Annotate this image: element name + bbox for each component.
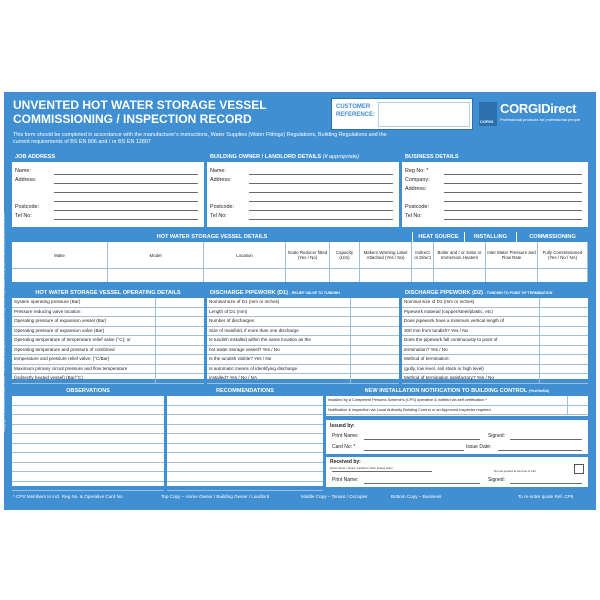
d2-title: DISCHARGE PIPEWORK (D2) - TUNDISH TO POINT OF TERMINATION xyxy=(402,288,588,298)
address-field-line[interactable] xyxy=(54,192,198,193)
commissioning-title: COMMISSIONING xyxy=(516,232,588,242)
detail-row xyxy=(402,346,588,356)
notification-title: NEW INSTALLATION NOTIFICATION TO BUILDING CONTROL (Yes/No/NA) xyxy=(326,386,588,396)
detail-row xyxy=(12,298,204,308)
address-field-row[interactable] xyxy=(12,176,204,185)
detail-row-answer[interactable] xyxy=(539,308,588,317)
issued-signed-field[interactable] xyxy=(510,439,582,440)
detail-row-answer[interactable] xyxy=(539,336,588,345)
detail-row-label: (indirectly heated vessel) (Bar/°C) xyxy=(14,375,83,380)
detail-row-answer[interactable] xyxy=(350,355,399,364)
address-field-row[interactable] xyxy=(402,194,588,203)
detail-row xyxy=(207,374,399,384)
copyright-sidebar: Copyright © CORGIDirect June 2016 · The format and layout of this document may not be reproduced in any manner without prior written consent xyxy=(2,213,6,432)
recommendations-panel xyxy=(167,386,323,486)
address-field-row[interactable] xyxy=(207,194,399,203)
corgi-badge-icon: CORGI xyxy=(479,102,497,126)
detail-row-answer[interactable] xyxy=(155,308,204,317)
detail-row-label: Operating temperature of temperature relief valve (°C); or xyxy=(14,337,131,342)
vessel-details-panel xyxy=(12,232,588,282)
notification-panel xyxy=(326,386,588,416)
middle-copy: Middle Copy – Tenant / Occupier xyxy=(301,494,368,499)
address-field-row[interactable] xyxy=(207,212,399,221)
reorder-ref: To re-order quote Ref. CP8 xyxy=(518,494,574,499)
operating-panel xyxy=(12,288,204,379)
detail-row-label: Does pipework have a minimum vertical length of xyxy=(404,318,505,323)
notification-row xyxy=(326,406,588,416)
d1-panel xyxy=(207,288,399,379)
detail-row-label: Is automatic means of identifying discharge xyxy=(209,365,298,371)
top-copy: Top Copy – Home Owner / Building Owner / Landlord xyxy=(161,494,270,499)
address-field-line[interactable] xyxy=(249,192,393,193)
detail-row xyxy=(207,336,399,346)
detail-row-label: (gully, low level, soil stack or high level) xyxy=(404,365,484,371)
detail-row-answer[interactable] xyxy=(539,327,588,336)
detail-row-label: Pipework material (copper/steel/plastic, etc) xyxy=(404,308,493,314)
notification-answer[interactable] xyxy=(567,406,588,415)
address-field-label: Reg No: * xyxy=(405,168,429,174)
address-field-line[interactable] xyxy=(249,183,393,184)
detail-row-label: System operating pressure (Bar) xyxy=(14,299,81,304)
business-panel xyxy=(402,152,588,227)
writing-line[interactable] xyxy=(12,425,164,435)
vessel-entry-cell[interactable] xyxy=(330,268,360,282)
vessel-entry-cell[interactable] xyxy=(286,268,330,282)
detail-row-label: hot water storage vessel? Yes / No xyxy=(209,346,280,352)
received-role-note: Home Owner / Tenant / Landlord / Other (please state) xyxy=(330,467,393,470)
address-field-row[interactable] xyxy=(12,167,204,176)
address-field-line[interactable] xyxy=(444,210,582,211)
writing-line[interactable] xyxy=(167,482,323,492)
detail-row-label: Size of manifold, if more than one discharge xyxy=(209,327,299,333)
received-by-panel xyxy=(326,457,588,487)
writing-line[interactable] xyxy=(12,415,164,425)
vessel-entry-cell[interactable] xyxy=(360,268,412,282)
received-signed-field[interactable] xyxy=(510,483,582,484)
detail-row xyxy=(207,317,399,327)
detail-row-label: Nominal size of D1 (mm or inches) xyxy=(209,299,280,304)
d1-title: DISCHARGE PIPEWORK (D1) - RELIEF VALVE TO TUNDISH xyxy=(207,288,399,298)
address-field-row[interactable] xyxy=(402,185,588,194)
detail-row-answer[interactable] xyxy=(350,365,399,374)
address-field-row[interactable] xyxy=(207,167,399,176)
address-field-row[interactable] xyxy=(12,203,204,212)
address-field-label: Postcode: xyxy=(210,204,234,210)
address-field-label: Address: xyxy=(405,186,427,192)
vessel-entry-cell[interactable] xyxy=(108,268,204,282)
d2-panel xyxy=(402,288,588,379)
detail-row-answer[interactable] xyxy=(155,365,204,374)
address-field-label: Tel No: xyxy=(405,213,422,219)
writing-line[interactable] xyxy=(167,406,323,416)
detail-row xyxy=(12,355,204,365)
address-field-line[interactable] xyxy=(249,174,393,175)
notification-row-label: Installed by a Competent Persons Scheme's (CPS) operative & notified via self certification * xyxy=(328,397,488,402)
detail-row-answer[interactable] xyxy=(539,355,588,364)
owner-panel xyxy=(207,152,399,227)
customer-reference-field[interactable] xyxy=(378,102,470,127)
address-field-label: Name: xyxy=(15,168,31,174)
detail-row-label: Number of discharges xyxy=(209,318,254,323)
detail-row-answer[interactable] xyxy=(539,365,588,374)
writing-line[interactable] xyxy=(12,482,164,492)
vessel-entry-cell[interactable] xyxy=(486,268,538,282)
detail-row-answer[interactable] xyxy=(350,374,399,383)
address-field-line[interactable] xyxy=(54,201,198,202)
business-title: BUSINESS DETAILS xyxy=(402,152,588,162)
received-signed-label: Signed: xyxy=(488,477,505,483)
vessel-column-header: Make xyxy=(12,242,108,268)
operating-title: HOT WATER STORAGE VESSEL OPERATING DETAILS xyxy=(12,288,204,298)
vessel-column-header: Boiler and / or Solar or Immersion Heaters xyxy=(434,242,486,268)
address-field-line[interactable] xyxy=(444,183,582,184)
no-one-present-label: No one present at the time of visit xyxy=(494,469,536,473)
detail-row-answer[interactable] xyxy=(155,298,204,307)
detail-row xyxy=(402,298,588,308)
detail-row xyxy=(207,346,399,356)
detail-row-answer[interactable] xyxy=(350,327,399,336)
address-field-row[interactable] xyxy=(207,185,399,194)
address-field-row[interactable] xyxy=(402,176,588,185)
address-field-row[interactable] xyxy=(12,194,204,203)
address-field-line[interactable] xyxy=(444,192,582,193)
detail-row xyxy=(12,374,204,384)
detail-row-label: Is the tundish visible? Yes / No xyxy=(209,356,272,361)
address-field-row[interactable] xyxy=(402,203,588,212)
detail-row-answer[interactable] xyxy=(155,355,204,364)
detail-row-label: temperature and pressure relief valve: (°C/Bar) xyxy=(14,356,110,361)
writing-line[interactable] xyxy=(167,425,323,435)
detail-row-label: Is tundish installed within the same location as the xyxy=(209,337,311,342)
address-field-label: Name: xyxy=(210,168,226,174)
writing-line[interactable] xyxy=(12,453,164,463)
vessel-column-header: Inlet Water Pressure and Flow Rate xyxy=(486,242,538,268)
writing-line[interactable] xyxy=(167,434,323,444)
received-print-name-label: Print Name: xyxy=(332,477,359,483)
vessel-column-header: Location xyxy=(204,242,286,268)
detail-row xyxy=(12,308,204,318)
detail-row-label: Method of termination satisfactory? Yes / No xyxy=(404,375,494,380)
vessel-column-header: Scale Reducer fitted (Yes / No) xyxy=(286,242,330,268)
job-address-title: JOB ADDRESS xyxy=(12,152,204,162)
detail-row xyxy=(12,336,204,346)
customer-reference-label: CUSTOMER REFERENCE: xyxy=(336,104,376,118)
detail-row xyxy=(402,336,588,346)
address-field-label: Postcode: xyxy=(405,204,429,210)
notification-answer[interactable] xyxy=(567,396,588,405)
vessel-column-header: Capacity (Ltrs) xyxy=(330,242,360,268)
address-field-label: Postcode: xyxy=(15,204,39,210)
address-field-line[interactable] xyxy=(54,210,198,211)
received-by-title: Received by: xyxy=(330,459,361,465)
address-field-label: Company: xyxy=(405,177,430,183)
address-field-line[interactable] xyxy=(444,174,582,175)
form-sheet xyxy=(4,92,596,510)
writing-line[interactable] xyxy=(12,472,164,482)
detail-row xyxy=(402,365,588,375)
address-field-row[interactable] xyxy=(402,167,588,176)
writing-line[interactable] xyxy=(12,396,164,406)
detail-row xyxy=(207,308,399,318)
detail-row xyxy=(12,327,204,337)
detail-row-answer[interactable] xyxy=(155,317,204,326)
detail-row xyxy=(207,327,399,337)
job-address-panel xyxy=(12,152,204,227)
address-field-label: Tel No: xyxy=(15,213,32,219)
detail-row-answer[interactable] xyxy=(155,336,204,345)
detail-row xyxy=(207,365,399,375)
observations-panel xyxy=(12,386,164,486)
intro-text: This form should be completed in accordance with the manufacturer's instructions, Water Supplies (Water Fittings) Regulations, Building Regulations and the current requirements of BS EN 806 and / or BS EN 12897 xyxy=(13,132,387,145)
owner-title: BUILDING OWNER / LANDLORD DETAILS (if appropriate) xyxy=(207,152,399,162)
vessel-entry-cell[interactable] xyxy=(538,268,588,282)
address-field-line[interactable] xyxy=(249,219,393,220)
detail-row-label: Nominal size of D2 (mm or inches) xyxy=(404,299,475,304)
detail-row-label: termination? Yes / No xyxy=(404,346,448,352)
vessel-entry-cell[interactable] xyxy=(12,268,108,282)
detail-row xyxy=(402,355,588,365)
address-field-row[interactable] xyxy=(207,176,399,185)
recommendations-title: RECOMMENDATIONS xyxy=(167,386,323,396)
address-field-row[interactable] xyxy=(12,185,204,194)
address-field-row[interactable] xyxy=(207,203,399,212)
vessel-entry-cell[interactable] xyxy=(204,268,286,282)
detail-row-label: Pressure reducing valve location xyxy=(14,308,81,314)
writing-line[interactable] xyxy=(167,472,323,482)
issued-by-title: Issued by: xyxy=(330,423,355,429)
writing-line[interactable] xyxy=(12,463,164,473)
address-field-row[interactable] xyxy=(402,212,588,221)
detail-row-answer[interactable] xyxy=(539,317,588,326)
vessel-entry-cell[interactable] xyxy=(434,268,486,282)
detail-row xyxy=(207,298,399,308)
address-field-line[interactable] xyxy=(249,210,393,211)
detail-row xyxy=(12,365,204,375)
detail-row-answer[interactable] xyxy=(350,317,399,326)
received-print-name-field[interactable] xyxy=(364,483,480,484)
detail-row-label: 300 mm from tundish? Yes / No xyxy=(404,327,469,333)
address-field-label: Address: xyxy=(210,177,232,183)
detail-row-answer[interactable] xyxy=(350,308,399,317)
issued-signed-label: Signed: xyxy=(488,433,505,439)
card-no-field[interactable] xyxy=(364,450,464,451)
address-field-line[interactable] xyxy=(54,174,198,175)
vessel-details-title: HOT WATER STORAGE VESSEL DETAILS xyxy=(12,232,412,242)
issue-date-label: Issue Date: xyxy=(466,444,492,450)
detail-row xyxy=(207,355,399,365)
detail-row-answer[interactable] xyxy=(155,346,204,355)
detail-row-label: Length of D1 (mm) xyxy=(209,308,248,314)
form-title: UNVENTED HOT WATER STORAGE VESSEL COMMISSIONING / INSPECTION RECORD xyxy=(13,98,267,126)
writing-line[interactable] xyxy=(167,396,323,406)
detail-row-answer[interactable] xyxy=(350,298,399,307)
detail-row xyxy=(402,327,588,337)
writing-line[interactable] xyxy=(12,444,164,454)
detail-row xyxy=(402,374,588,384)
cps-note: * CPS Members to incl. Reg No. & Operative Card No. xyxy=(13,494,124,499)
detail-row-answer[interactable] xyxy=(155,374,204,383)
detail-row-label: installed? Yes / No / NA xyxy=(209,375,258,380)
detail-row-answer[interactable] xyxy=(539,298,588,307)
detail-row xyxy=(402,308,588,318)
installing-title: INSTALLING xyxy=(464,232,516,242)
issued-print-name-label: Print Name: xyxy=(332,433,359,439)
issue-date-field[interactable] xyxy=(498,450,582,451)
detail-row-label: Does the pipework fall continuously to point of xyxy=(404,337,498,342)
detail-row-answer[interactable] xyxy=(539,346,588,355)
detail-row-answer[interactable] xyxy=(350,346,399,355)
detail-row-answer[interactable] xyxy=(539,374,588,383)
no-one-present-checkbox[interactable] xyxy=(574,464,584,474)
detail-row-label: Method of termination: xyxy=(404,356,450,361)
vessel-column-header: Makers Warning Label Attached (Yes / No) xyxy=(360,242,412,268)
heat-source-title: HEAT SOURCE xyxy=(412,232,464,242)
address-field-label: Address: xyxy=(15,177,37,183)
detail-row-label: Operating temperature and pressure of combined xyxy=(14,346,115,352)
detail-row-answer[interactable] xyxy=(350,336,399,345)
writing-line[interactable] xyxy=(167,444,323,454)
vessel-column-header: Fully Commissioned (Yes / No / NA) xyxy=(538,242,588,268)
address-field-line[interactable] xyxy=(444,201,582,202)
vessel-column-header: Model xyxy=(108,242,204,268)
detail-row xyxy=(12,346,204,356)
issued-print-name-field[interactable] xyxy=(364,439,480,440)
address-field-line[interactable] xyxy=(54,219,198,220)
notification-row xyxy=(326,396,588,406)
address-field-line[interactable] xyxy=(249,201,393,202)
address-field-line[interactable] xyxy=(444,219,582,220)
vessel-column-header: Indirect or Direct xyxy=(412,242,434,268)
address-field-row[interactable] xyxy=(12,212,204,221)
issued-by-panel xyxy=(326,420,588,454)
received-role-field[interactable] xyxy=(332,471,432,472)
detail-row-label: Operating pressure of expansion valve (Bar) xyxy=(14,327,105,333)
vessel-entry-cell[interactable] xyxy=(412,268,434,282)
detail-row-label: Maximum primary circuit pressure and flow temperature xyxy=(14,365,128,371)
writing-line[interactable] xyxy=(167,415,323,425)
detail-row xyxy=(402,317,588,327)
detail-row-answer[interactable] xyxy=(155,327,204,336)
notification-row-label: Notification & inspection via Local Authority Building Control or an Approved Inspector required xyxy=(328,406,491,412)
writing-line[interactable] xyxy=(167,453,323,463)
card-no-label: Card No: * xyxy=(332,444,356,450)
address-field-label: Tel No: xyxy=(210,213,227,219)
detail-row-label: Operating pressure of expansion vessel (Bar) xyxy=(14,318,107,323)
writing-line[interactable] xyxy=(12,406,164,416)
bottom-copy: Bottom Copy – Business xyxy=(391,494,442,499)
observations-title: OBSERVATIONS xyxy=(12,386,164,396)
customer-reference xyxy=(331,98,473,130)
writing-line[interactable] xyxy=(12,434,164,444)
corgi-direct-logo: CORGI CORGIDirect Professional products for professional people xyxy=(480,101,581,124)
detail-row xyxy=(12,317,204,327)
address-field-line[interactable] xyxy=(54,183,198,184)
writing-line[interactable] xyxy=(167,463,323,473)
